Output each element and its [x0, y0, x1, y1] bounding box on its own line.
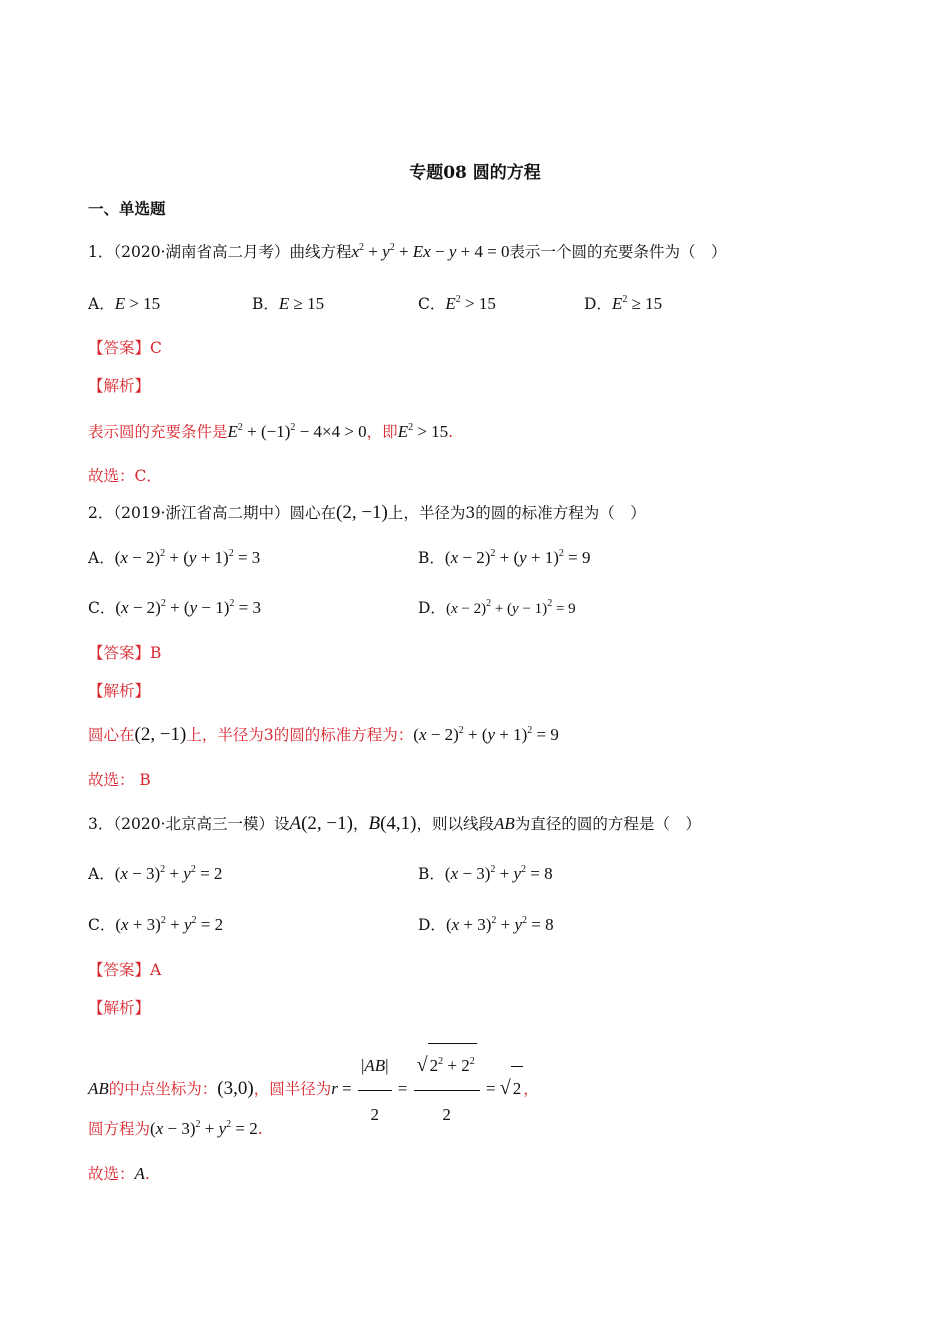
q1-option-c: C．$E^2 > 15$: [418, 294, 496, 313]
q3-option-d: D．$(x + 3)^2 + y^2 = 8$: [418, 915, 554, 934]
q1-analysis-heading: 【解析】: [88, 377, 151, 395]
q1-option-a: A．E > 15: [88, 294, 161, 313]
q3-solution-equation: 圆方程为$(x - 3)^2 + y^2 = 2$.: [88, 1119, 263, 1138]
q2-solution: 圆心在(2, −1)上，半径为3的圆的标准方程为：$(x - 2)^2 + (y + 1)^2 = 9$: [88, 724, 559, 745]
q1-option-d: D．$E^2 \ge 15$: [584, 294, 663, 313]
q3-option-b: B．$(x - 3)^2 + y^2 = 8$: [418, 864, 553, 883]
q2-option-d: D．$(x - 2)^2 + (y - 1)^2 = 9$: [418, 598, 576, 617]
q3-option-c: C．$(x + 3)^2 + y^2 = 2$: [88, 915, 224, 934]
q2-option-c: C．$(x - 2)^2 + (y - 1)^2 = 3$: [88, 598, 261, 617]
q1-answer: 【答案】C: [88, 339, 162, 357]
q3-conclusion: 故选：A.: [88, 1164, 150, 1183]
q3-solution-midpoint: AB的中点坐标为：(3,0)，圆半径为r = $\frac{|AB|}{2}$ = $\frac{√ 2^2 + 2^2}{2}$ = √ 2 ，: [88, 1043, 539, 1137]
q1-conclusion: 故选：C．: [88, 467, 162, 485]
question-3-stem: 3．（2020·北京高三一模）设A(2, −1)，B(4,1)，则以线段AB为直径的圆的方程是（ ）: [88, 813, 701, 834]
q3-option-a: A．$(x - 3)^2 + y^2 = 2$: [88, 864, 223, 883]
question-2-stem: 2．（2019·浙江省高二期中）圆心在(2, −1)上，半径为3的圆的标准方程为（ ）: [88, 502, 646, 523]
q2-option-a: A．$(x - 2)^2 + (y + 1)^2 = 3$: [88, 548, 261, 567]
q2-answer: 【答案】B: [88, 644, 162, 662]
q2-analysis-heading: 【解析】: [88, 682, 151, 700]
q3-analysis-heading: 【解析】: [88, 999, 151, 1017]
section-heading: 一、单选题: [88, 199, 166, 218]
question-1-stem: 1．（2020·湖南省高二月考）曲线方程$x^2 + y^2 + Ex - y + 4 = 0$表示一个圆的充要条件为（ ）: [88, 242, 727, 261]
q1-option-b: B．E ≥ 15: [252, 294, 325, 313]
q1-solution: 表示圆的充要条件是$E^2 + (-1)^2 - 4\times 4 > 0$，即$E^2 > 15$.: [88, 422, 454, 441]
q1-equation: $x^2 + y^2 + Ex - y + 4 = 0$: [351, 242, 510, 261]
q2-option-b: B．$(x - 2)^2 + (y + 1)^2 = 9$: [418, 548, 591, 567]
page-title: 专题08 圆的方程: [409, 163, 541, 183]
q2-conclusion: 故选： B: [88, 771, 151, 789]
q3-answer: 【答案】A: [88, 961, 162, 979]
